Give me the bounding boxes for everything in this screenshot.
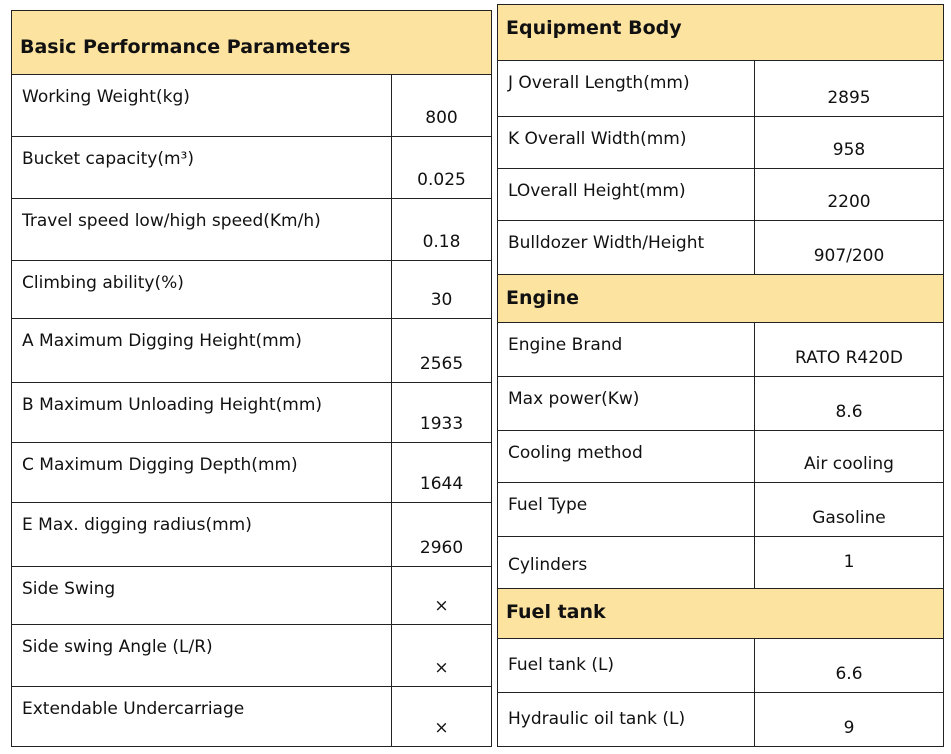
row-value: × xyxy=(392,567,492,625)
basic-performance-table xyxy=(11,10,492,747)
row-value: 0.025 xyxy=(392,137,492,199)
row-label: Travel speed low/high speed(Km/h) xyxy=(12,199,392,261)
section-title: Fuel tank xyxy=(498,589,944,639)
table-row xyxy=(498,61,944,117)
row-label: J Overall Length(mm) xyxy=(498,61,755,117)
row-value: 907/200 xyxy=(755,221,944,275)
table-row xyxy=(12,261,492,319)
row-value: 2895 xyxy=(755,61,944,117)
row-value: 9 xyxy=(755,693,944,747)
table-row xyxy=(12,75,492,137)
table-row xyxy=(498,169,944,221)
row-value: 6.6 xyxy=(755,639,944,693)
section-title: Equipment Body xyxy=(498,5,944,61)
section-header-fuel-tank xyxy=(498,589,944,639)
row-label: Hydraulic oil tank (L) xyxy=(498,693,755,747)
row-value: 30 xyxy=(392,261,492,319)
specs-table xyxy=(497,4,944,747)
row-value: 2200 xyxy=(755,169,944,221)
row-value: 2565 xyxy=(392,319,492,383)
row-label: Extendable Undercarriage xyxy=(12,687,392,747)
row-value: 958 xyxy=(755,117,944,169)
row-label: Side swing Angle (L/R) xyxy=(12,625,392,687)
row-value: 0.18 xyxy=(392,199,492,261)
table-row xyxy=(498,693,944,747)
table-row xyxy=(498,483,944,537)
row-value: × xyxy=(392,625,492,687)
table-row xyxy=(498,377,944,431)
row-value: 800 xyxy=(392,75,492,137)
table-row xyxy=(12,503,492,567)
table-row xyxy=(12,199,492,261)
row-value: 1 xyxy=(755,537,944,589)
row-value: RATO R420D xyxy=(755,323,944,377)
section-title: Engine xyxy=(498,275,944,323)
basic-performance-panel xyxy=(11,10,491,746)
table-row xyxy=(12,137,492,199)
row-label: Bucket capacity(m³) xyxy=(12,137,392,199)
section-header-equipment-body xyxy=(498,5,944,61)
section-header-engine xyxy=(498,275,944,323)
row-value: 1933 xyxy=(392,383,492,443)
row-label: B Maximum Unloading Height(mm) xyxy=(12,383,392,443)
row-label: Engine Brand xyxy=(498,323,755,377)
table-row xyxy=(498,117,944,169)
row-label: Working Weight(kg) xyxy=(12,75,392,137)
specs-panel xyxy=(497,4,943,746)
row-label: Side Swing xyxy=(12,567,392,625)
table-row xyxy=(12,567,492,625)
table-row xyxy=(498,639,944,693)
table-row xyxy=(12,319,492,383)
row-label: A Maximum Digging Height(mm) xyxy=(12,319,392,383)
row-label: LOverall Height(mm) xyxy=(498,169,755,221)
table-row xyxy=(498,221,944,275)
row-label: Max power(Kw) xyxy=(498,377,755,431)
row-label: Cooling method xyxy=(498,431,755,483)
row-value: Gasoline xyxy=(755,483,944,537)
table-row xyxy=(12,383,492,443)
row-value: × xyxy=(392,687,492,747)
table-row xyxy=(12,687,492,747)
row-label: Fuel Type xyxy=(498,483,755,537)
row-label: Fuel tank (L) xyxy=(498,639,755,693)
table-row xyxy=(498,323,944,377)
table-row xyxy=(12,443,492,503)
row-label: K Overall Width(mm) xyxy=(498,117,755,169)
row-value: 2960 xyxy=(392,503,492,567)
row-label: Cylinders xyxy=(498,537,755,589)
row-value: Air cooling xyxy=(755,431,944,483)
table-row xyxy=(498,537,944,589)
row-label: E Max. digging radius(mm) xyxy=(12,503,392,567)
row-value: 8.6 xyxy=(755,377,944,431)
row-label: Bulldozer Width/Height xyxy=(498,221,755,275)
row-label: Climbing ability(%) xyxy=(12,261,392,319)
table-row xyxy=(12,625,492,687)
section-header-basic-performance xyxy=(12,11,492,75)
section-title: Basic Performance Parameters xyxy=(12,11,492,75)
row-label: C Maximum Digging Depth(mm) xyxy=(12,443,392,503)
row-value: 1644 xyxy=(392,443,492,503)
table-row xyxy=(498,431,944,483)
